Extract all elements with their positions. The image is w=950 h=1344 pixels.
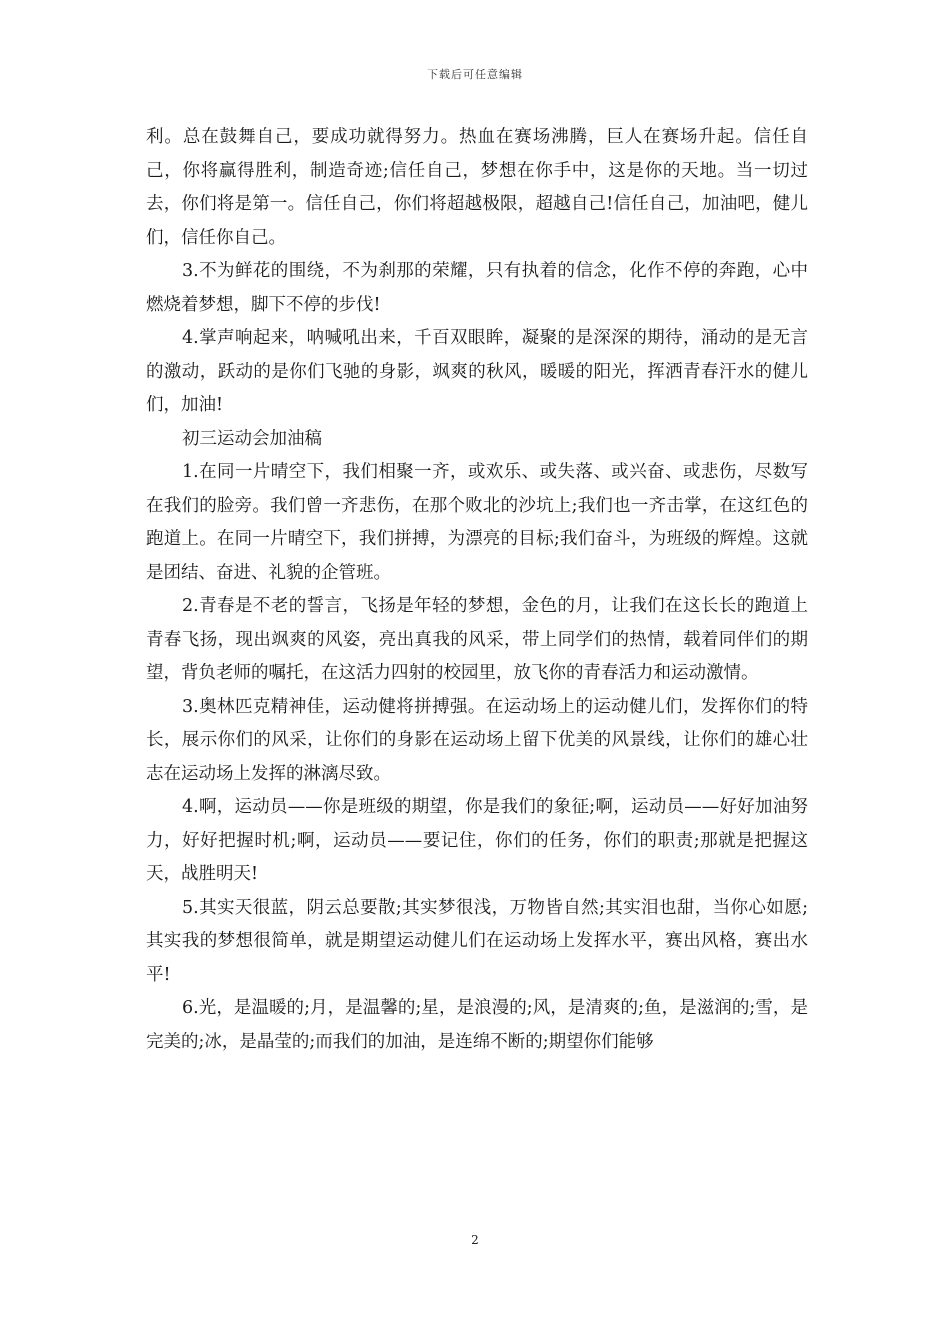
page-header-note: 下载后可任意编辑: [427, 68, 523, 81]
paragraph-item-1: 1.在同一片晴空下，我们相聚一齐，或欢乐、或失落、或兴奋、或悲伤，尽数写在我们的脸旁。我们曾一齐悲伤，在那个败北的沙坑上;我们也一齐击掌，在这红色的跑道上。在同一片晴空下，我们拼搏，为漂亮的目标;我们奋斗，为班级的辉煌。这就是团结、奋进、礼貌的企管班。: [146, 462, 808, 583]
paragraph-item-2: 2.青春是不老的誓言，飞扬是年轻的梦想，金色的月，让我们在这长长的跑道上青春飞扬，现出飒爽的风姿，亮出真我的风采，带上同学们的热情，载着同伴们的期望，背负老师的嘱托，在这活力四射的校园里，放飞你的青春活力和运动激情。: [146, 596, 808, 683]
section-heading: 初三运动会加油稿: [182, 428, 322, 449]
paragraph-item-4: 4.掌声响起来，呐喊吼出来，千百双眼眸，凝聚的是深深的期待，涌动的是无言的激动，跃动的是你们飞驰的身影，飒爽的秋风，暖暖的阳光，挥洒青春汗水的健儿们，加油!: [146, 328, 808, 415]
paragraph-item-5: 5.其实天很蓝，阴云总要散;其实梦很浅，万物皆自然;其实泪也甜，当你心如愿;其实我的梦想很简单，就是期望运动健儿们在运动场上发挥水平，赛出风格，赛出水平!: [146, 897, 808, 985]
document-body: [146, 121, 808, 1059]
paragraph-item-3b: 3.奥林匹克精神佳，运动健将拼搏强。在运动场上的运动健儿们，发挥你们的特长，展示你们的风采，让你们的身影在运动场上留下优美的风景线，让你们的雄心壮志在运动场上发挥的淋漓尽致。: [146, 696, 808, 784]
paragraph-item-4b: 4.啊，运动员——你是班级的期望，你是我们的象征;啊，运动员——好好加油努力，好好把握时机;啊，运动员——要记住，你们的任务，你们的职责;那就是把握这天，战胜明天!: [146, 797, 808, 884]
paragraph-item-3: 3.不为鲜花的围绕，不为刹那的荣耀，只有执着的信念，化作不停的奔跑，心中燃烧着梦想，脚下不停的步伐!: [146, 261, 808, 315]
paragraph-continuation: 利。总在鼓舞自己，要成功就得努力。热血在赛场沸腾，巨人在赛场升起。信任自己，你将赢得胜利，制造奇迹;信任自己，梦想在你手中，这是你的天地。当一切过去，你们将是第一。信任自己，你们将超越极限，超越自己!信任自己，加油吧，健儿们，信任你自己。: [146, 127, 808, 248]
page-number: 2: [471, 1233, 479, 1247]
paragraph-item-6: 6.光，是温暖的;月，是温馨的;星，是浪漫的;风，是清爽的;鱼，是滋润的;雪，是完美的;冰，是晶莹的;而我们的加油，是连绵不断的;期望你们能够: [146, 998, 808, 1052]
